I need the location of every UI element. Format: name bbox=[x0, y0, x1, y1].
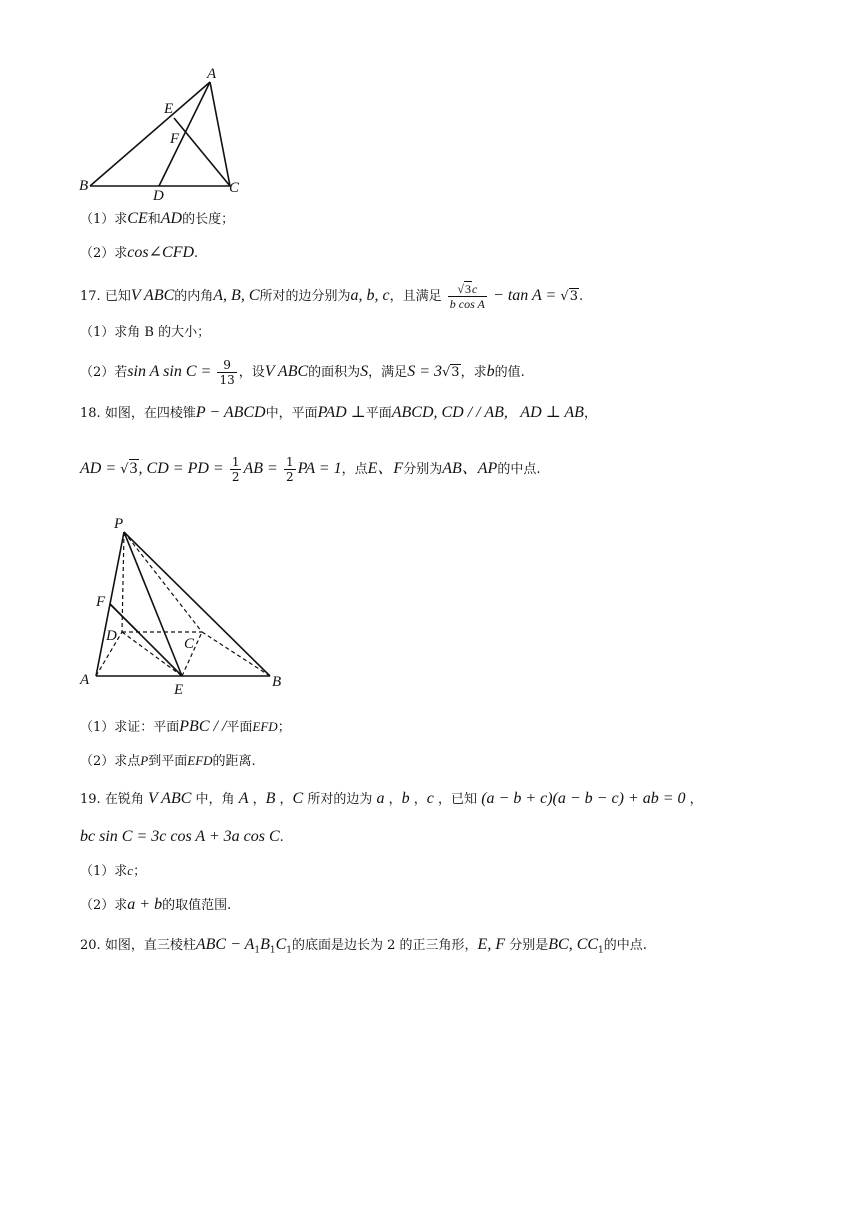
label-e: E bbox=[164, 101, 174, 117]
label-d: D bbox=[153, 188, 164, 202]
q19-part2: （2）求a + b的取值范围. bbox=[80, 896, 232, 913]
label-c: C bbox=[229, 180, 240, 196]
q18-part2: （2）求点P到平面EFD的距离. bbox=[80, 753, 256, 769]
label-f: F bbox=[170, 131, 180, 147]
label-b: B bbox=[272, 674, 282, 690]
q16-part2: （2）求cos∠CFD. bbox=[80, 244, 199, 261]
q19-stem-line2: bc sin C = 3c cos A + 3a cos C. bbox=[80, 828, 284, 845]
label-p: P bbox=[114, 516, 124, 532]
label-d: D bbox=[106, 628, 117, 644]
label-f: F bbox=[96, 594, 106, 610]
q17-part1: （1）求角 B 的大小； bbox=[80, 325, 211, 340]
figure-triangle-abc bbox=[76, 62, 276, 202]
label-b: B bbox=[79, 178, 89, 194]
label-a: A bbox=[207, 66, 217, 82]
q18-stem-line1: 18. 如图，在四棱锥P − ABCD中，平面PAD ⊥平面ABCD, CD / / AB, AD ⊥ AB， bbox=[80, 404, 597, 421]
q18-part1: （1）求证：平面PBC / /平面EFD； bbox=[80, 718, 291, 735]
q17-stem: 17. 已知V ABC的内角A, B, C所对的边分别为a, b, c，且满足 $\frac{√3c}{\text{b cos A}}$ − tan A = √3. bbox=[80, 282, 584, 311]
label-e: E bbox=[174, 682, 184, 698]
figure-pyramid bbox=[76, 512, 296, 698]
q17-fraction: $\frac{√3c}{\text{b cos A}}$ bbox=[449, 282, 485, 311]
label-a: A bbox=[80, 672, 90, 688]
q18-stem-line2: AD = √3, CD = PD = $\frac{1}{2}$ AB = $\frac{1}{2}$ PA = 1，点E、F分别为AB、AP的中点. bbox=[80, 455, 541, 484]
q19-stem-line1: 19. 在锐角 V ABC 中，角 A ，B ，C 所对的边为 a ，b ，c ，已知 (a − b + c)(a − b − c) + ab = 0 ， bbox=[80, 790, 703, 807]
q17-part2: （2）若sin A sin C = $\frac{9}{13}$ ，设V ABC的面积为S，满足S = 3√3，求b的值. bbox=[80, 358, 525, 387]
q20-stem: 20. 如图，直三棱柱ABC − $A_1B_1C_1$的底面是边长为 2 的正三角形，E, F 分别是BC, $CC_1$的中点. bbox=[80, 936, 647, 956]
q19-part1: （1）求c； bbox=[80, 863, 147, 879]
label-c: C bbox=[184, 636, 195, 652]
q16-part1: （1）求CE和AD的长度； bbox=[80, 210, 235, 227]
